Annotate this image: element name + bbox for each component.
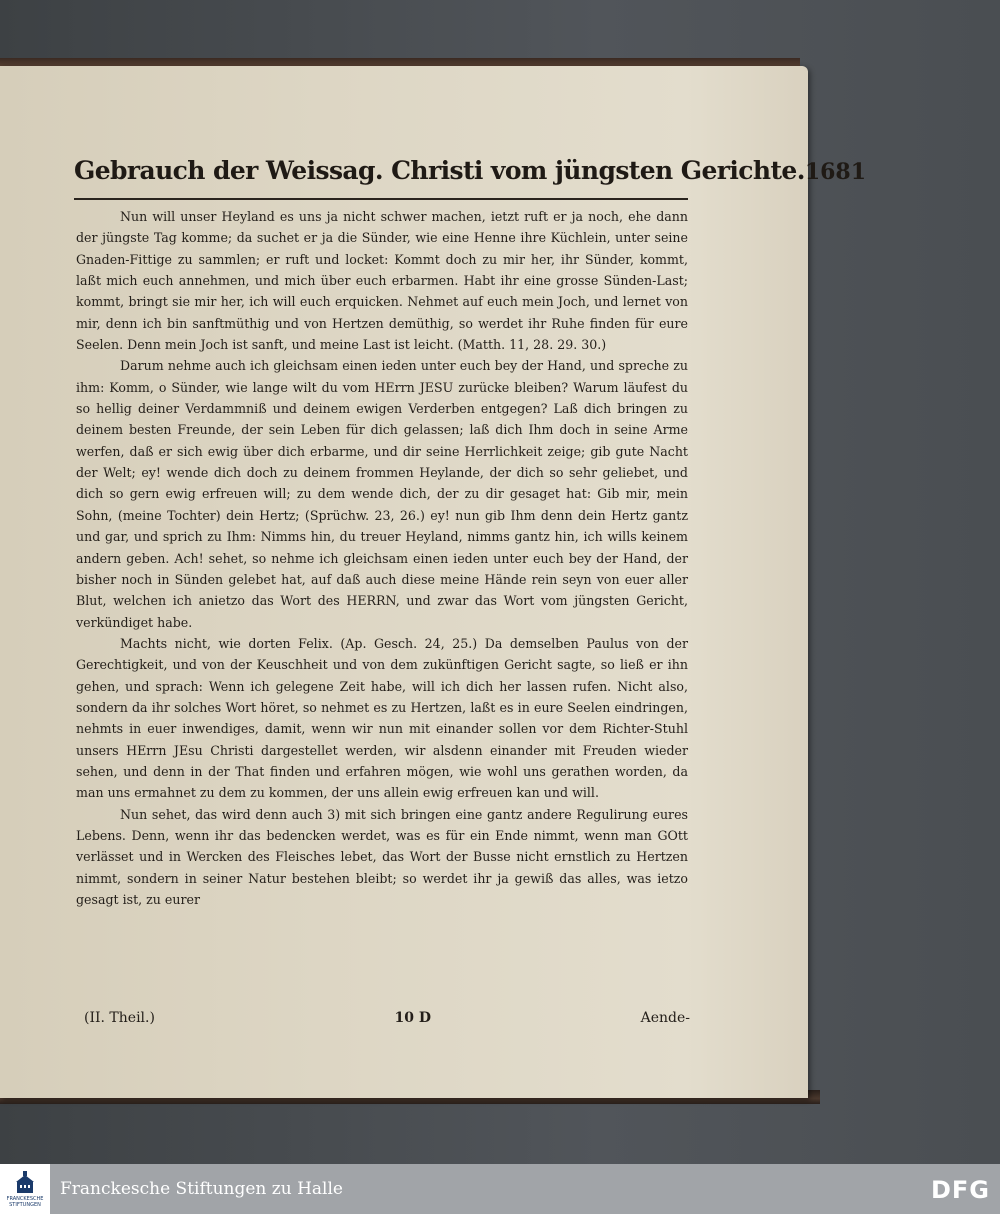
franckesche-logo[interactable] <box>0 1164 50 1214</box>
institution-name[interactable]: Franckesche Stiftungen zu Halle <box>60 1179 343 1199</box>
signature-mark: 10 D <box>394 1010 432 1026</box>
catchword: Aende- <box>640 1010 690 1026</box>
logo-text: FRANCKESCHE STIFTUNGEN <box>6 1196 44 1208</box>
volume-label: (II. Theil.) <box>84 1010 155 1026</box>
paragraph: Nun will unser Heyland es uns ja nicht schwer machen, ietzt ruft er ja noch, ehe dann der jüngste Tag komme; da suchet er ja die Sünder, wie eine Henne ihre Küchlein, unter seine Gnaden-Fittige zu sammlen; er ruft und locket: Kommt doch zu mir her, ihr Sünder, kommt, laßt mich euch annehmen, und mich über euch erbarmen. Habt ihr eine grosse Sünden-Last; kommt, bringt sie mir her, ich will euch erquicken. Nehmet auf euch mein Joch, und lernet von mir, denn ich bin sanftmüthig und von Hertzen demüthig, so werdet ihr Ruhe finden für eure Seelen. Denn mein Joch ist sanft, und meine Last ist leicht. (Matth. 11, 28. 29. 30.) <box>76 209 688 353</box>
running-title: Gebrauch der Weissag. Christi vom jüngsten Gerichte. <box>74 156 805 185</box>
page-number: 1681 <box>804 159 867 185</box>
header-rule <box>74 198 688 200</box>
body-text <box>76 206 688 910</box>
dfg-logo[interactable]: DFG <box>930 1176 990 1204</box>
viewer-footer-bar <box>0 1164 1000 1214</box>
paragraph: Darum nehme auch ich gleichsam einen ieden unter euch bey der Hand, und spreche zu ihm: Komm, o Sünder, wie lange wilt du vom HErrn JESU zurücke bleiben? Warum läufest du so hellig deiner Verdammniß und deinem ewigen Verderben entgegen? Laß dich bringen zu deinem besten Freunde, der sein Leben für dich gelassen; laß dich Ihm doch in seine Arme werfen, daß er sich ewig über dich erbarme, und dir seine Herrlichkeit zeige; gib gute Nacht der Welt; ey! wende dich doch zu deinem frommen Heylande, der dich so sehr geliebet, und dich so gern ewig erfreuen will; zu dem wende dich, der zu dir gesaget hat: Gib mir, mein Sohn, (meine Tochter) dein Hertz; (Sprüchw. 23, 26.) ey! nun gib Ihm denn dein Hertz gantz und gar, und sprich zu Ihm: Nimms hin, du treuer Heyland, nimms gantz hin, ich wills keinem andern geben. Ach! sehet, so nehme ich gleichsam einen ieden unter euch bey der Hand, der bisher noch in Sünden gelebet hat, auf daß auch diese meine Hände rein seyn von euer aller Blut, welchen ich anietzo das Wort des HERRN, und zwar das Wort vom jüngsten Gericht, verkündiget habe. <box>76 358 688 630</box>
paragraph: Nun sehet, das wird denn auch 3) mit sich bringen eine gantz andere Regulirung eures Lebens. Denn, wenn ihr das bedencken werdet, was es für ein Ende nimmt, wenn man GOtt verlässet und in Wercken des Fleisches lebet, das Wort der Busse nicht ernstlich zu Hertzen nimmt, sondern in seiner Natur bestehen bleibt; so werdet ihr ja gewiß das alles, was ietzo gesagt ist, zu eurer <box>76 806 688 907</box>
building-icon <box>14 1170 36 1196</box>
running-header <box>74 156 867 185</box>
page-footer <box>84 1010 690 1026</box>
paragraph: Machts nicht, wie dorten Felix. (Ap. Gesch. 24, 25.) Da demselben Paulus von der Gerechtigkeit, und von der Keuschheit und von dem zukünftigen Gericht sagte, so ließ er ihn gehen, und sprach: Wenn ich gelegene Zeit habe, will ich dich her lassen rufen. Nicht also, sondern da ihr solches Wort höret, so nehmet es zu Hertzen, laßt es in eure Seelen eindringen, nehmts in euer inwendiges, damit, wenn wir nun mit einander sollen vor dem Richter-Stuhl unsers HErrn JEsu Christi dargestellet werden, wir alsdenn einander mit Freuden wieder sehen, und denn in der That finden und erfahren mögen, wie wohl uns gerathen worden, da man uns ermahnet zu dem zu kommen, der uns allein ewig erfreuen kan und will. <box>76 635 688 801</box>
